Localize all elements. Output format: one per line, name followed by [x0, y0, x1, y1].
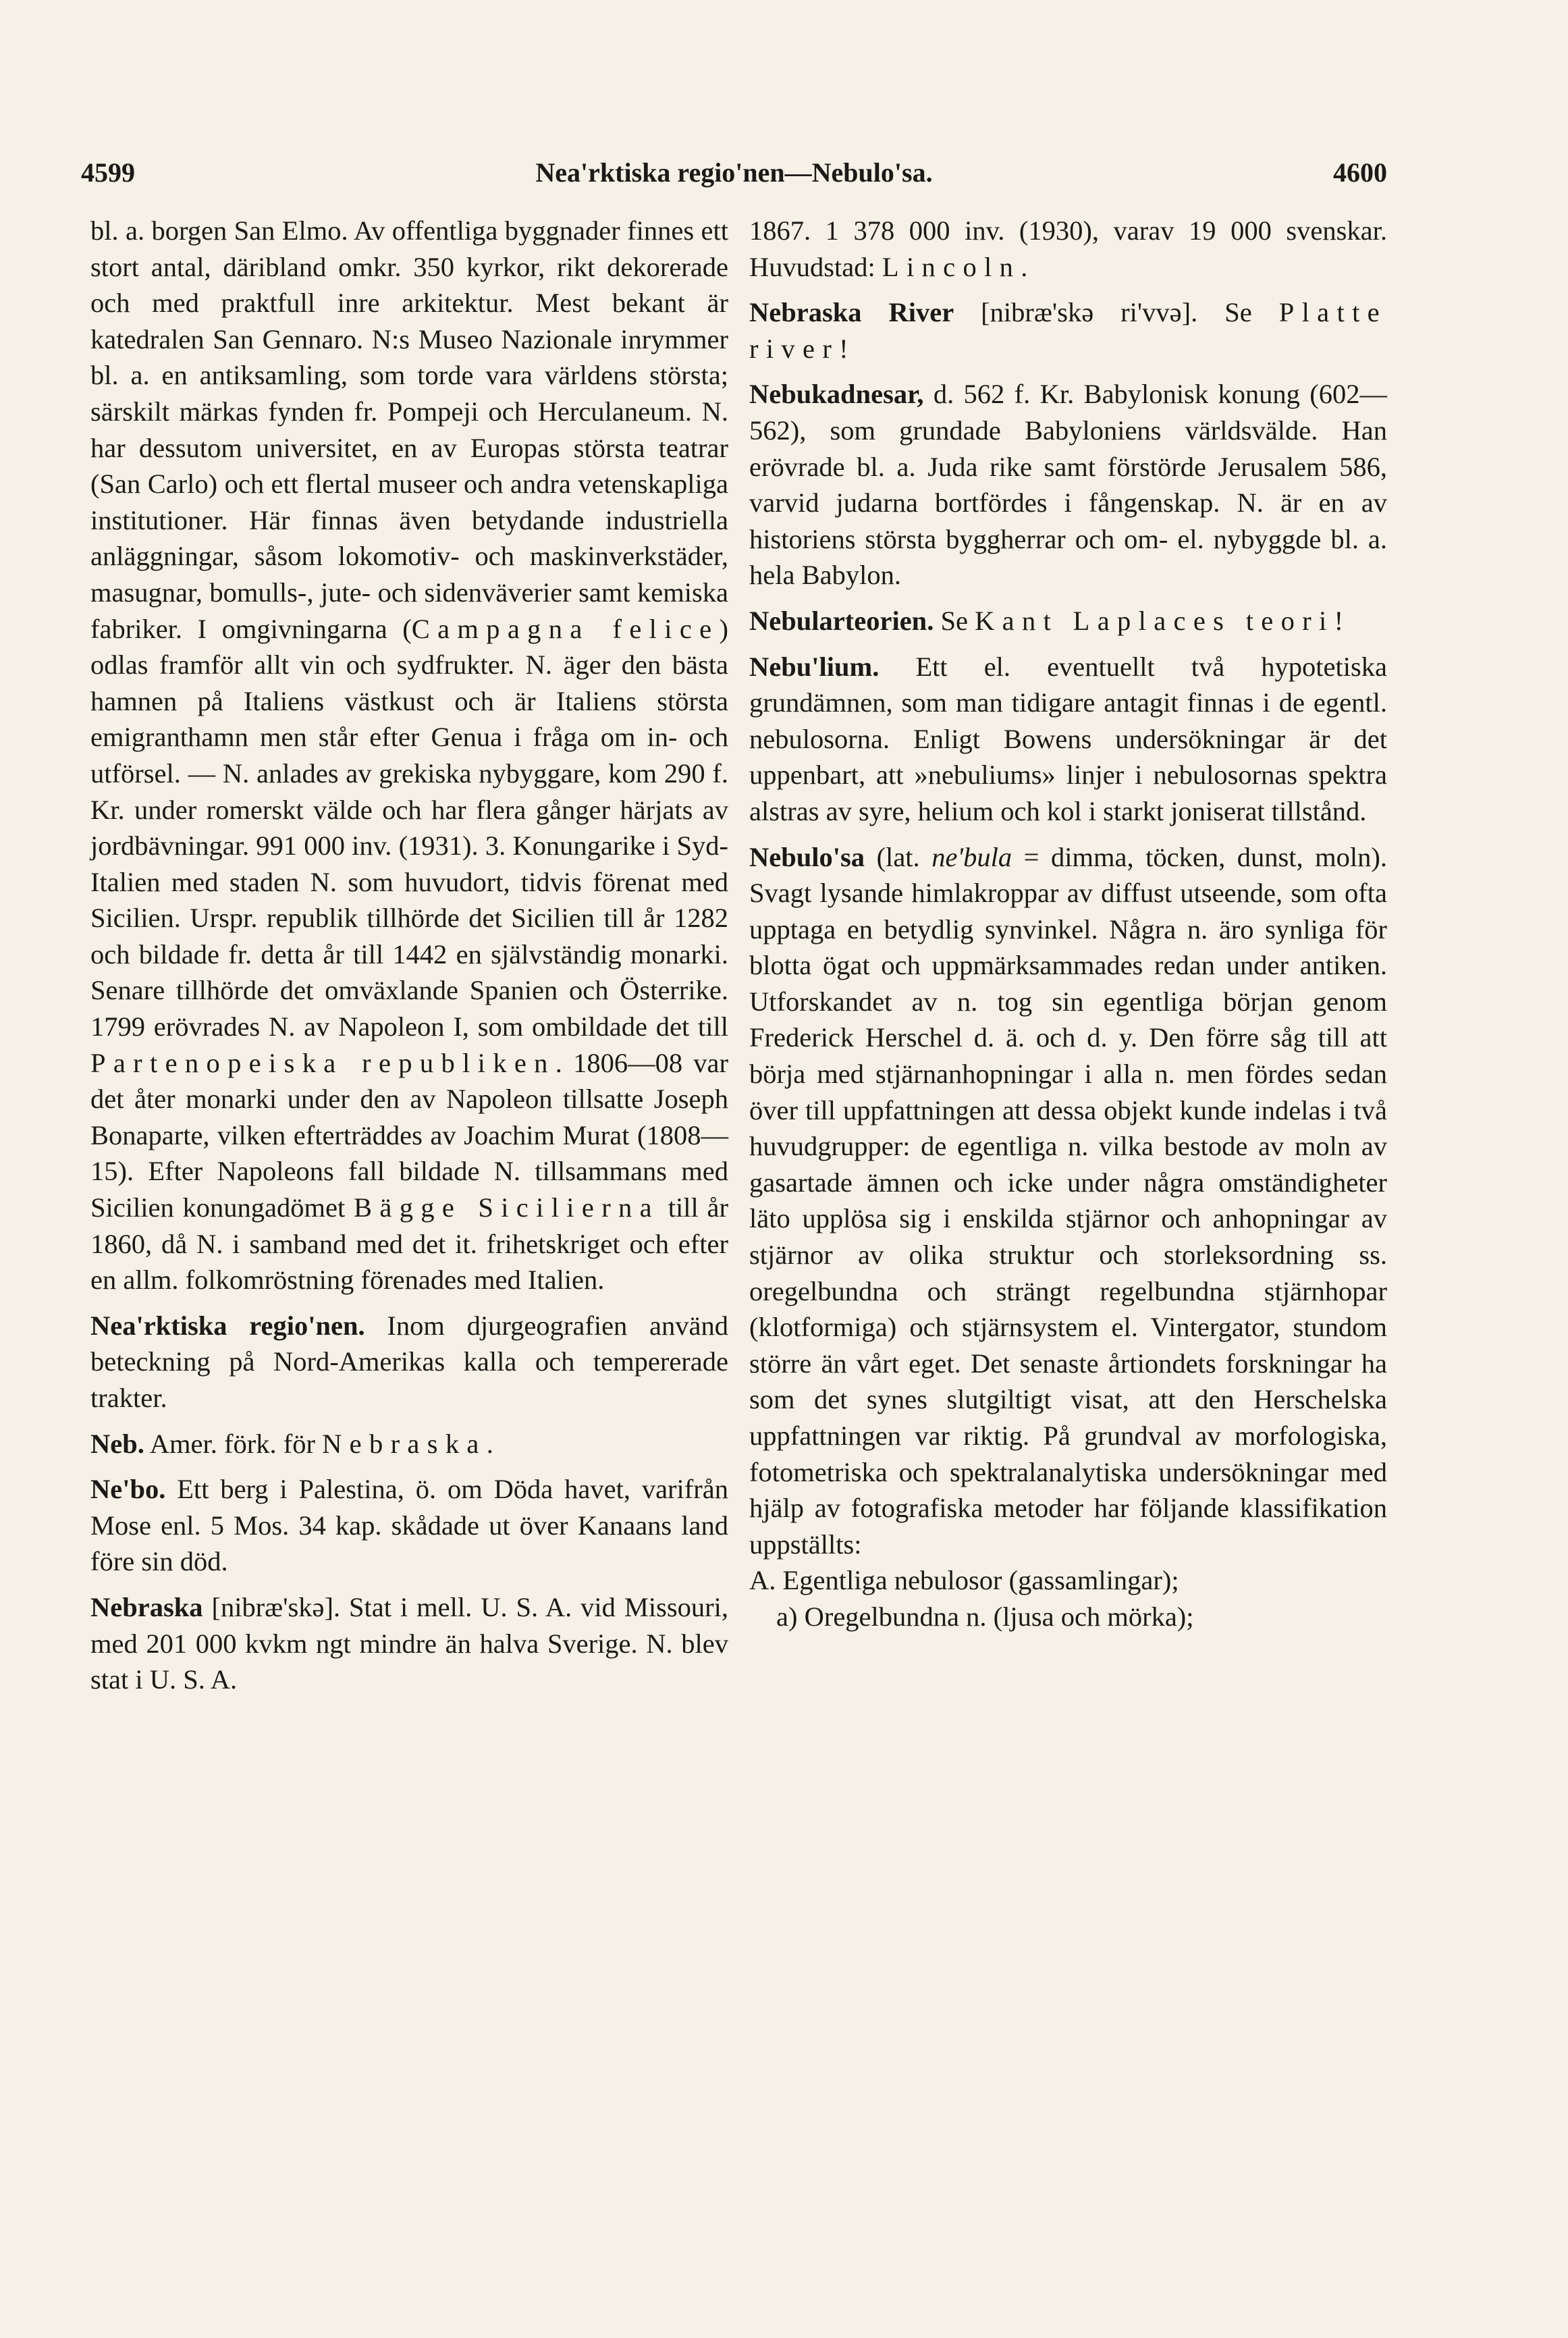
left-column	[90, 213, 728, 1707]
headword: Neb.	[90, 1428, 144, 1459]
headword: Ne'bo.	[90, 1474, 166, 1505]
entry-nebukadnesar: Nebukadnesar, d. 562 f. Kr. Babylonisk konung (602—562), som grundade Babyloniens världsvälde. Han erövrade bl. a. Juda rike samt förstörde Jerusalem 586, varvid judarna bortfördes i fångenskap. N. är en av historiens största byggherrar och om- el. nybyggde bl. a. hela Babylon.	[749, 379, 1387, 591]
headword: Nebraska	[90, 1591, 203, 1622]
entry-neb: Neb. Amer. förk. för Nebraska.	[90, 1428, 493, 1459]
entry-nebraska: Nebraska [nibræ'skə]. Stat i mell. U. S. A. vid Missouri, med 201 000 kvkm ngt mindre än halva Sverige. N. blev stat i U. S. A.	[90, 1591, 728, 1695]
headword: Nebraska River	[749, 297, 954, 328]
running-header	[81, 157, 1387, 204]
headword: Nebularteorien.	[749, 605, 934, 636]
entry-nebraska-river: Nebraska River [nibræ'skə ri'vvə]. Se Platte river!	[749, 297, 1387, 364]
page-number-left: 4599	[81, 157, 135, 188]
running-title: Nea'rktiska regio'nen—Nebulo'sa.	[535, 157, 933, 188]
entry-nebularteorien: Nebularteorien. Se Kant Laplaces teori!	[749, 605, 1344, 636]
entry-nebo: Ne'bo. Ett berg i Palestina, ö. om Döda havet, varifrån Mose enl. 5 Mos. 34 kap. skådade ut över Kanaans land före sin död.	[90, 1474, 728, 1577]
entry-napoli-continuation: bl. a. borgen San Elmo. Av offentliga byggnader finnes ett stort antal, däribland omkr. 350 kyrkor, rikt dekorerade och med praktfull inre arkitektur. Mest bekant är katedralen San Gennaro. N:s Museo Nazionale inrymmer bl. a. en antiksamling, som torde vara världens största; särskilt märkas fynden fr. Pompeji och Herculaneum. N. har dessutom universitet, en av Europas största teatrar (San Carlo) och ett flertal museer och andra vetenskapliga institutioner. Här finnas även betydande industriella anläggningar, såsom lokomotiv- och maskinverkstäder, masugnar, bomulls-, jute- och sidenväverier samt kemiska fabriker. I omgivningarna (Campagna felice) odlas framför allt vin och sydfrukter. N. äger den bästa hamnen på Italiens västkust och är Italiens största emigranthamn men står efter Genua i fråga om in- och utförsel. — N. anlades av grekiska nybyggare, kom 290 f. Kr. under romerskt välde och har flera gånger härjats av jordbävningar. 991 000 inv. (1931). 3. Konungarike i Syd-Italien med staden N. som huvudort, tidvis förenat med Sicilien. Urspr. republik tillhörde det Sicilien till år 1282 och bildade fr. detta år till 1442 en självständig monarki. Senare tillhörde det omväxlande Spanien och Österrike. 1799 erövrades N. av Napoleon I, som ombildade det till Partenopeiska republiken. 1806—08 var det åter monarki under den av Napoleon tillsatte Joseph Bonaparte, vilken efterträddes av Joachim Murat (1808—15). Efter Napoleons fall bildade N. tillsammans med Sicilien konungadömet Bägge Sicilierna till år 1860, då N. i samband med det it. frihetskriget och efter en allm. folkomröstning förenades med Italien.	[90, 215, 728, 1296]
classification-item-a-a: a) Oregelbundna n. (ljusa och mörka);	[776, 1601, 1194, 1632]
headword: Nebukadnesar,	[749, 379, 924, 410]
headword: Nebulo'sa	[749, 841, 865, 872]
page-number-right: 4600	[1333, 157, 1387, 188]
entry-nebraska-continuation: 1867. 1 378 000 inv. (1930), varav 19 000 svenskar. Huvudstad: Lincoln.	[749, 215, 1387, 282]
entry-nearktiska-regionen: Nea'rktiska regio'nen. Inom djurgeografien använd beteckning på Nord-Amerikas kalla och tempererade trakter.	[90, 1310, 729, 1413]
entry-nebulium: Nebu'lium. Ett el. eventuellt två hypotetiska grundämnen, som man tidigare antagit finnas i de egentl. nebulosorna. Enligt Bowens undersökningar är det uppenbart, att »nebuliums» linjer i nebulosornas spektra alstras av syre, helium och kol i starkt joniserat tillstånd.	[749, 651, 1387, 826]
headword: Nebu'lium.	[749, 651, 880, 682]
right-column	[749, 213, 1387, 1645]
entry-nebulosa: Nebulo'sa (lat. ne'bula = dimma, töcken, dunst, moln). Svagt lysande himlakroppar av diffust utseende, som ofta upptaga en betydlig synvinkel. Några n. äro synliga för blotta ögat och uppmärksammades redan under antiken. Utforskandet av n. tog sin egentliga början genom Frederick Herschel d. ä. och d. y. Den förre såg till att börja med stjärnanhopningar i alla n. men fördes sedan över till uppfattningen att dessa objekt kunde indelas i två huvudgrupper: de egentliga n. vilka bestode av moln av gasartade ämnen och icke under några omständigheter läto upplösa sig i enskilda stjärnor och anhopningar av stjärnor av olika struktur och storleksordning ss. oregelbundna och strängt regelbundna stjärnhopar (klotformiga) och stjärnsystem el. Vintergator, stundom större än vårt eget. Det senaste årtiondets forskningar ha som det synes slutgiltigt visat, att den Herschelska uppfattningen var riktig. På grundval av morfologiska, fotometriska och spektralanalytiska undersökningar med hjälp av fotografiska metoder har följande klassifikation uppställts:	[749, 841, 1388, 1560]
headword: Nea'rktiska regio'nen.	[90, 1310, 365, 1341]
classification-item-a: A. Egentliga nebulosor (gassamlingar);	[749, 1565, 1179, 1596]
